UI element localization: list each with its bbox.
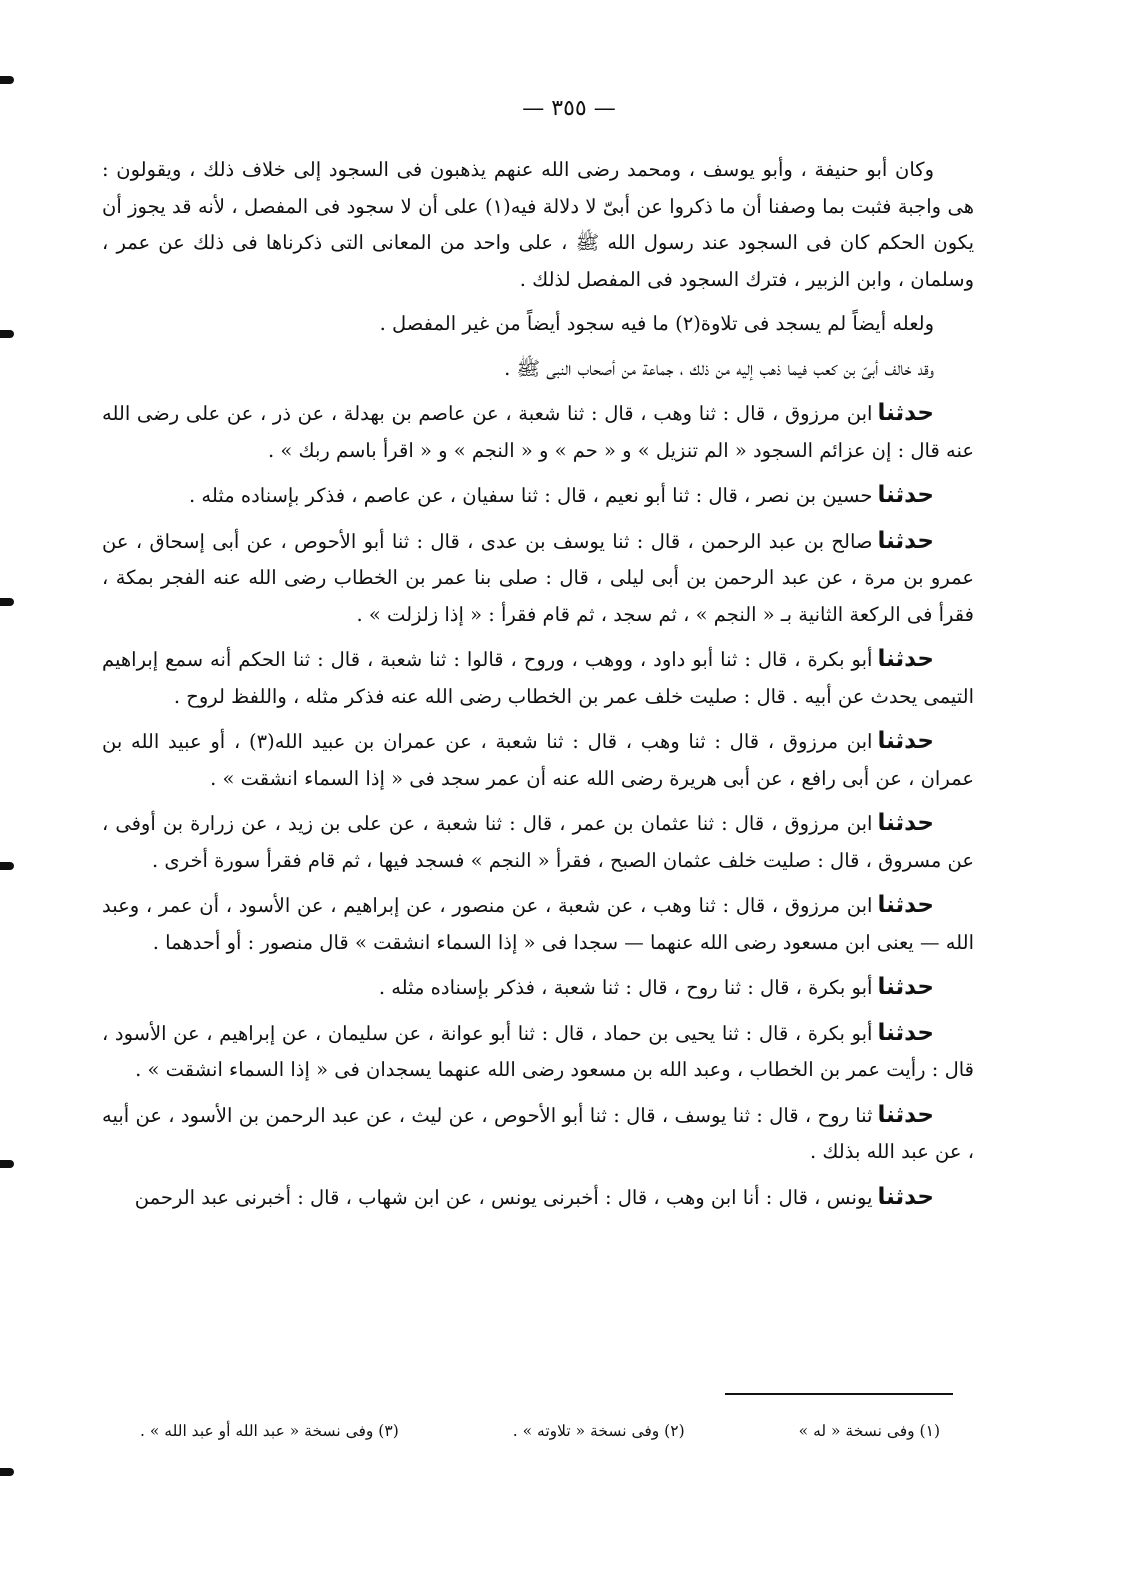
scan-edge-mark: [0, 330, 14, 338]
hadith-text: أبو بكرة ، قال : ثنا يحيى بن حماد ، قال : ثنا أبو عوانة ، عن سليمان ، عن إبراهيم ، عن الأسود ، قال : رأيت عمر بن الخطاب ، وعبد الله بن مسعود رضى الله عنهما يسجدان فى « إذا السماء انشقت » .: [102, 1021, 974, 1081]
hadith-lead-word: حدثنا: [877, 400, 934, 426]
hadith-lead-word: حدثنا: [877, 482, 934, 508]
hadith-lead-word: حدثنا: [877, 1019, 934, 1046]
scan-edge-mark: [0, 1468, 14, 1476]
hadith-text: ابن مرزوق ، قال : ثنا وهب ، قال : ثنا شعبة ، عن عمران بن عبيد الله(٣) ، أو عبيد الله بن عمران ، عن أبى رافع ، عن أبى هريرة رضى الله عنه أن عمر سجد فى « إذا السماء انشقت » .: [102, 730, 974, 790]
hadith-text: صالح بن عبد الرحمن ، قال : ثنا يوسف بن عدى ، قال : ثنا أبو الأحوص ، عن أبى إسحاق ، عن عمرو بن مرة ، عن عبد الرحمن بن أبى ليلى ، قال : صلى بنا عمر بن الخطاب رضى الله عنه الفجر بمكة ، فقرأ فى الركعة الثانية بـ « النجم » ، ثم سجد ، ثم قام فقرأ : « إذا زلزلت » .: [102, 529, 974, 626]
paragraph: ولعله أيضاً لم يسجد فى تلاوة(٢) ما فيه سجود أيضاً من غير المفصل .: [379, 312, 934, 335]
hadith-text: ابن مرزوق ، قال : ثنا وهب ، عن شعبة ، عن منصور ، عن إبراهيم ، عن الأسود ، أن عمر ، وعبد الله — يعنى ابن مسعود رضى الله عنهما — سجدا فى « إذا السماء انشقت » قال منصور : أو أحدهما .: [102, 894, 974, 954]
hadith-lead-word: حدثنا: [877, 974, 934, 1000]
hadith-lead-word: حدثنا: [877, 527, 934, 554]
hadith-paragraph: [102, 477, 974, 515]
page-number: — ٣٥٥ —: [522, 96, 616, 121]
hadith-paragraph: [102, 887, 974, 961]
footnote: (١) وفى نسخة « له »: [798, 1422, 940, 1440]
hadith-paragraph: [102, 1015, 974, 1089]
hadith-paragraph: [102, 523, 974, 634]
hadith-text: ثنا روح ، قال : ثنا يوسف ، قال : ثنا أبو الأحوص ، عن ليث ، عن عبد الرحمن بن الأسود ، عن أبيه ، عن عبد الله بذلك .: [102, 1103, 974, 1163]
scan-edge-mark: [0, 76, 14, 84]
hadith-text: يونس ، قال : أنا ابن وهب ، قال : أخبرنى يونس ، عن ابن شهاب ، قال : أخبرنى عبد الرحمن: [134, 1185, 873, 1209]
page-body: [102, 152, 974, 1224]
footnote: (٣) وفى نسخة « عبد الله أو عبد الله » .: [140, 1422, 399, 1440]
hadith-lead-word: حدثنا: [877, 646, 934, 672]
hadith-paragraph: [102, 969, 974, 1007]
hadith-paragraph: [102, 1179, 974, 1217]
paragraph: وقد خالف أبىّ بن كعب فيما ذهب إليه من ذلك ، جماعة من أصحاب النبى ﷺ .: [504, 356, 934, 380]
hadith-text: حسين بن نصر ، قال : ثنا أبو نعيم ، قال : ثنا سفيان ، عن عاصم ، فذكر بإسناده مثله .: [189, 484, 873, 507]
scan-edge-mark: [0, 1160, 14, 1168]
hadith-text: ابن مرزوق ، قال : ثنا وهب ، قال : ثنا شعبة ، عن عاصم بن بهدلة ، عن ذر ، عن على رضى الله عنه قال : إن عزائم السجود « الم تنزيل » و « حم » و « النجم » و « اقرأ باسم ربك » .: [102, 402, 974, 462]
footnote-divider: [725, 1393, 953, 1395]
hadith-lead-word: حدثنا: [877, 810, 934, 836]
hadith-paragraph: [102, 723, 974, 797]
hadith-text: ابن مرزوق ، قال : ثنا عثمان بن عمر ، قال : ثنا شعبة ، عن على بن زيد ، عن زرارة بن أوفى ، عن مسروق ، قال : صليت خلف عثمان الصبح ، فقرأ « النجم » فسجد فيها ، ثم قام فقرأ سورة أخرى .: [102, 812, 974, 872]
hadith-paragraph: [102, 805, 974, 879]
scan-edge-mark: [0, 598, 14, 606]
scan-edge-mark: [0, 862, 14, 870]
footnotes: [140, 1422, 940, 1440]
hadith-paragraph: [102, 641, 974, 715]
footnote: (٢) وفى نسخة « تلاوته » .: [512, 1422, 685, 1440]
hadith-paragraph: [102, 395, 974, 469]
hadith-lead-word: حدثنا: [877, 1101, 934, 1128]
hadith-text: أبو بكرة ، قال : ثنا روح ، قال : ثنا شعبة ، فذكر بإسناده مثله .: [378, 976, 873, 999]
hadith-lead-word: حدثنا: [877, 728, 934, 754]
hadith-paragraph: [102, 1097, 974, 1171]
hadith-lead-word: حدثنا: [877, 1183, 934, 1210]
hadith-text: أبو بكرة ، قال : ثنا أبو داود ، ووهب ، وروح ، قالوا : ثنا شعبة ، قال : ثنا الحكم أنه سمع إبراهيم التيمى يحدث عن أبيه . قال : صليت خلف عمر بن الخطاب رضى الله عنه فذكر مثله ، واللفظ لروح .: [102, 648, 974, 708]
paragraph: وكان أبو حنيفة ، وأبو يوسف ، ومحمد رضى الله عنهم يذهبون فى السجود إلى خلاف ذلك ، ويقولون : هى واجبة فثبت بما وصفنا أن ما ذكروا عن أبىّ لا دلالة فيه(١) على أن لا سجود فى المفصل ، لأنه قد يجوز أن يكون الحكم كان فى السجود عند رسول الله ﷺ ، على واحد من المعانى التى ذكرناها فى ذلك عن عمر ، وسلمان ، وابن الزبير ، فترك السجود فى المفصل لذلك .: [102, 158, 974, 291]
hadith-lead-word: حدثنا: [877, 892, 934, 918]
